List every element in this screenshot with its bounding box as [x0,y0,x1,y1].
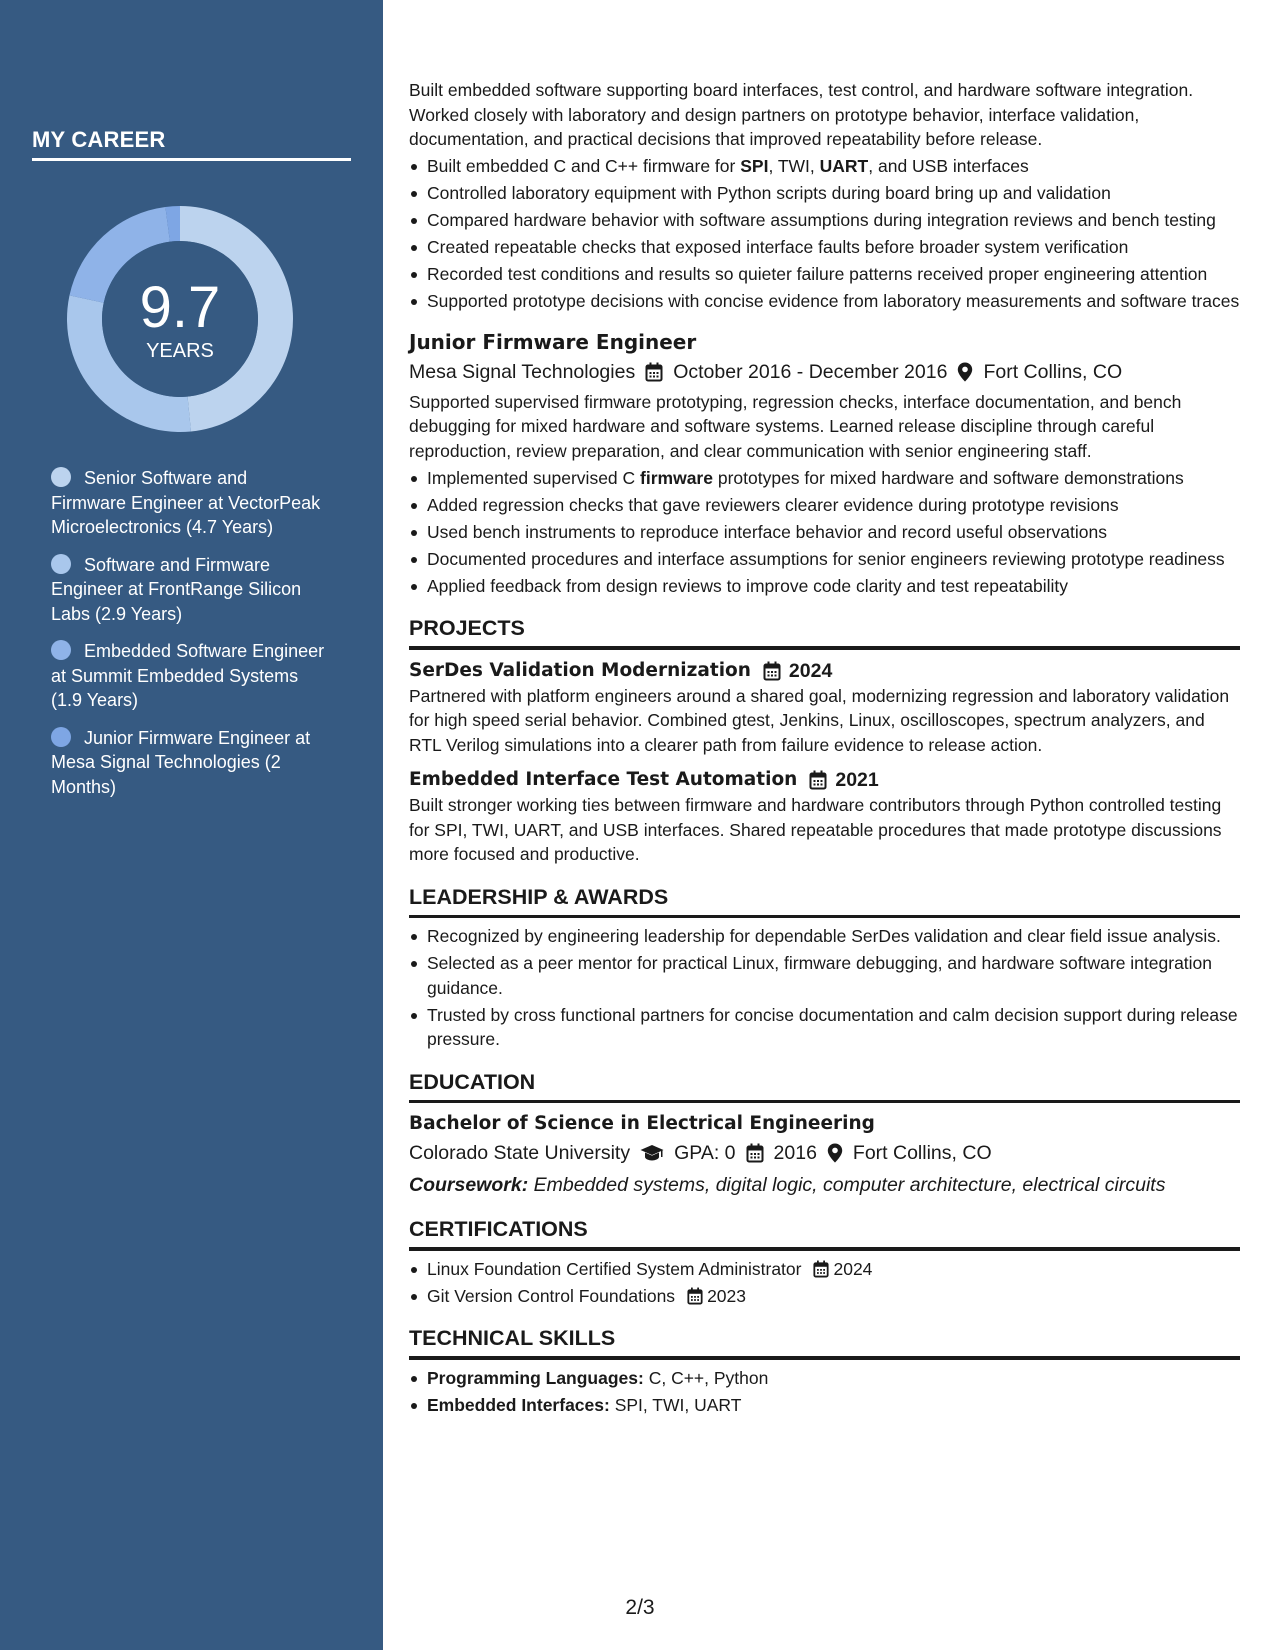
certification-year: 2023 [707,1285,746,1306]
calendar-icon [687,1287,703,1305]
bullet-item: Recorded test conditions and results so quieter failure patterns received proper engineering attention [409,262,1240,287]
bullet-keyword: firmware [640,467,713,488]
career-legend [51,466,326,812]
section-title-skills: TECHNICAL SKILLS [409,1326,616,1350]
project-title-row [409,658,1240,684]
certification-list [409,1257,1240,1309]
project-title: SerDes Validation Modernization [409,659,751,681]
degree-title: Bachelor of Science in Electrical Engineering [409,1113,875,1134]
legend-item [51,553,326,627]
skills-list [409,1366,1240,1418]
bullet-item: Trusted by cross functional partners for concise documentation and calm decision support during release pressure. [409,1003,1240,1052]
job-location: Fort Collins, CO [983,360,1123,383]
career-divider [32,158,351,161]
legend-label: Embedded Software Engineer at Summit Embedded Systems (1.9 Years) [51,641,325,710]
skill-label: Embedded Interfaces: [427,1394,610,1415]
bullet-keyword: SPI [740,156,769,176]
bullet-text: Implemented supervised C [427,467,641,488]
project-year: 2024 [788,659,833,682]
job-title: Junior Firmware Engineer [409,329,697,354]
skill-label: Programming Languages: [427,1367,644,1388]
legend-dot [51,727,71,747]
job-bullets [409,154,1240,314]
education-meta [409,1139,1240,1167]
project-description: Built stronger working ties between firmware and hardware contributors through Python controlled testing for SPI, TWI, UART, and USB interfaces. Shared repeatable procedures that made prototype discussions more focused and productive. [409,795,1222,864]
section-title-projects: PROJECTS [409,616,525,640]
total-years-value: 9.7 [139,275,221,340]
calendar-icon [645,362,663,382]
coursework-text: Embedded systems, digital logic, computer architecture, electrical circuits [528,1174,1166,1196]
calendar-icon [763,661,781,681]
section-divider [409,646,1240,650]
legend-label: Software and Firmware Engineer at FrontRange Silicon Labs (2.9 Years) [51,554,302,624]
coursework-label: Coursework: [409,1174,529,1196]
skill-value: SPI, TWI, UART [609,1394,742,1415]
legend-label: Junior Firmware Engineer at Mesa Signal Technologies (2 Months) [51,727,311,797]
total-years-label: YEARS [146,340,214,362]
leadership-bullets [409,924,1240,1052]
certification-name: Linux Foundation Certified System Administrator [427,1258,802,1279]
gpa-value: GPA: 0 [674,1142,736,1164]
map-pin-icon [957,362,973,382]
school-name: Colorado State University [409,1142,631,1164]
section-title-certifications: CERTIFICATIONS [409,1217,588,1241]
bullet-item: Supported prototype decisions with concise evidence from laboratory measurements and software traces [409,289,1240,314]
bullet-item: Recognized by engineering leadership for dependable SerDes validation and clear field issue analysis. [409,924,1240,949]
job-meta [409,358,1240,386]
skill-value: C, C++, Python [643,1367,769,1388]
legend-label: Senior Software and Firmware Engineer at VectorPeak Microelectronics (4.7 Years) [51,468,321,537]
legend-dot [51,554,71,574]
section-divider [409,915,1240,919]
school-location: Fort Collins, CO [852,1142,992,1164]
section-divider [409,1100,1240,1104]
legend-item [51,466,326,540]
graduation-year: 2016 [773,1142,817,1164]
bullet-text: prototypes for mixed hardware and software demonstrations [712,467,1184,488]
certification-year: 2024 [833,1258,873,1279]
bullet-item: Documented procedures and interface assumptions for senior engineers reviewing prototype readiness [409,547,1240,572]
bullet-item: Added regression checks that gave reviewers clearer evidence during prototype revisions [409,493,1240,518]
company-name: Mesa Signal Technologies [409,360,636,383]
job-dates: October 2016 - December 2016 [673,360,948,383]
certification-name: Git Version Control Foundations [427,1285,676,1306]
calendar-icon [809,770,827,790]
legend-item [51,726,326,800]
career-heading: MY CAREER [32,127,166,152]
section-divider [409,1356,1240,1360]
bullet-text: Built embedded C and C++ firmware for [427,156,741,176]
bullet-keyword: UART [819,156,869,176]
section-title-leadership: LEADERSHIP & AWARDS [409,884,669,909]
legend-item [51,639,326,713]
skill-item [409,1393,1240,1418]
bullet-item: Created repeatable checks that exposed interface faults before broader system verification [409,235,1240,260]
project-title-row [409,767,1240,793]
legend-dot [51,640,71,660]
bullet-item: Compared hardware behavior with software assumptions during integration reviews and bench testing [409,208,1240,233]
certification-item [409,1284,1240,1309]
project-year: 2021 [835,769,879,791]
bullet-item: Used bench instruments to reproduce interface behavior and record useful observations [409,520,1240,545]
job-summary: Supported supervised firmware prototyping, regression checks, interface documentation, and bench debugging for mixed hardware and software systems. Learned release discipline through careful reproduction, review preparation, and clear communication with senior engineering staff. [409,391,1182,461]
bullet-item: Controlled laboratory equipment with Python scripts during board bring up and validation [409,181,1240,206]
section-title-education: EDUCATION [409,1069,536,1094]
job-bullets [409,466,1240,599]
bullet-item [409,154,1240,179]
skill-item [409,1366,1240,1391]
job-summary: Built embedded software supporting board interfaces, test control, and hardware software integration. Worked closely with laboratory and design partners on prototype behavior, interface validation, documentation, and practical decisions that improved repeatability before release. [409,80,1194,149]
section-divider [409,1247,1240,1251]
legend-dot [51,467,71,487]
bullet-text: , TWI, [768,156,820,176]
map-pin-icon [827,1143,843,1163]
project-description: Partnered with platform engineers around a shared goal, modernizing regression and laboratory validation for high speed serial behavior. Combined gtest, Jenkins, Linux, oscilloscopes, spectrum analyzers, and RTL Verilog simulations into a clearer path from failure evidence to release action. [409,685,1230,755]
bullet-text: , and USB interfaces [868,156,1029,176]
calendar-icon [746,1143,764,1163]
certification-item [409,1257,1240,1282]
graduation-cap-icon [640,1144,664,1162]
coursework [409,1171,1240,1199]
bullet-item [409,466,1240,491]
calendar-icon [813,1260,829,1278]
sidebar [0,0,383,1650]
bullet-item: Applied feedback from design reviews to improve code clarity and test repeatability [409,574,1240,599]
page-number: 2/3 [625,1596,655,1619]
project-title: Embedded Interface Test Automation [409,769,798,790]
main-content [409,78,1240,1417]
bullet-item: Selected as a peer mentor for practical Linux, firmware debugging, and hardware software integration guidance. [409,951,1240,1000]
